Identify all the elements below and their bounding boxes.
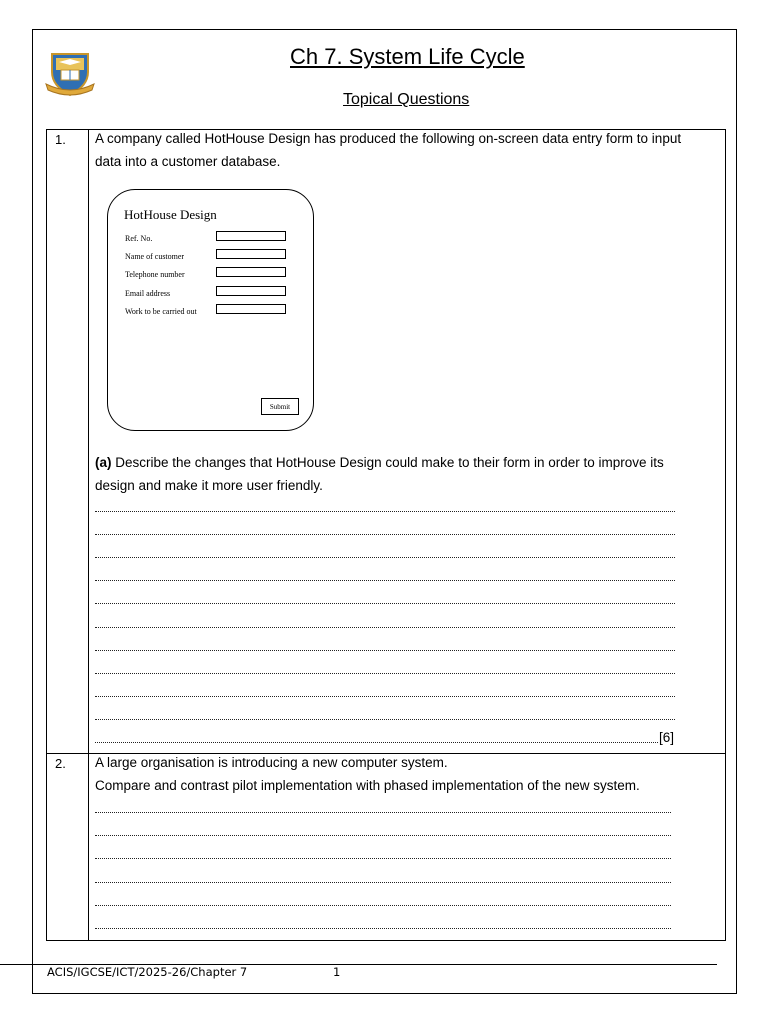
question-1-text: [95, 127, 720, 173]
answer-line: [95, 928, 671, 930]
answer-line: [95, 511, 675, 513]
answer-line: [95, 696, 675, 698]
page-number: 1: [333, 965, 341, 979]
hothouse-form-image: [107, 189, 314, 431]
part-a-text-line-1: Describe the changes that HotHouse Design could make to their form in order to improve its: [111, 455, 664, 470]
column-divider: [88, 130, 89, 940]
answer-line: [95, 580, 675, 582]
form-submit-button: Submit: [261, 398, 299, 415]
form-field-work: [216, 304, 286, 314]
answer-line: [95, 835, 671, 837]
question-1a-text: [95, 451, 720, 497]
question-1-number: 1.: [55, 132, 66, 147]
question-2-line-1: A large organisation is introducing a new computer system.: [95, 755, 448, 770]
form-label-telephone: Telephone number: [125, 270, 185, 279]
answer-line: [95, 719, 675, 721]
form-field-ref-no: [216, 231, 286, 241]
marks-label: [6]: [658, 730, 674, 745]
answer-line: [95, 557, 675, 559]
form-label-work: Work to be carried out: [125, 307, 197, 316]
part-a-label: (a): [95, 455, 112, 470]
question-2-number: 2.: [55, 756, 66, 771]
page-title: Ch 7. System Life Cycle: [290, 44, 525, 69]
questions-table: [46, 129, 726, 941]
form-field-telephone: [216, 267, 286, 277]
answer-line: [95, 673, 675, 675]
part-a-text-line-2: design and make it more user friendly.: [95, 478, 323, 493]
answer-line: [95, 603, 675, 605]
answer-line: [95, 742, 658, 744]
form-field-customer-name: [216, 249, 286, 259]
form-label-email: Email address: [125, 289, 171, 298]
form-label-customer-name: Name of customer: [125, 252, 185, 261]
question-1-line-2: data into a customer database.: [95, 154, 281, 169]
question-1-line-1: A company called HotHouse Design has produced the following on-screen data entry form to input: [95, 131, 682, 146]
page-subtitle: Topical Questions: [343, 91, 470, 108]
question-2-text: [95, 751, 720, 797]
form-title: HotHouse Design: [124, 207, 217, 222]
form-label-ref-no: Ref. No.: [125, 234, 153, 243]
answer-line: [95, 812, 671, 814]
answer-line: [95, 627, 675, 629]
answer-line: [95, 650, 675, 652]
form-field-email: [216, 286, 286, 296]
answer-line: [95, 882, 671, 884]
school-crest-icon: [44, 50, 96, 98]
footer-reference: ACIS/IGCSE/ICT/2025-26/Chapter 7: [47, 965, 248, 979]
answer-line: [95, 905, 671, 907]
question-2-line-2: Compare and contrast pilot implementation with phased implementation of the new system.: [95, 778, 640, 793]
answer-line: [95, 858, 671, 860]
answer-line: [95, 534, 675, 536]
